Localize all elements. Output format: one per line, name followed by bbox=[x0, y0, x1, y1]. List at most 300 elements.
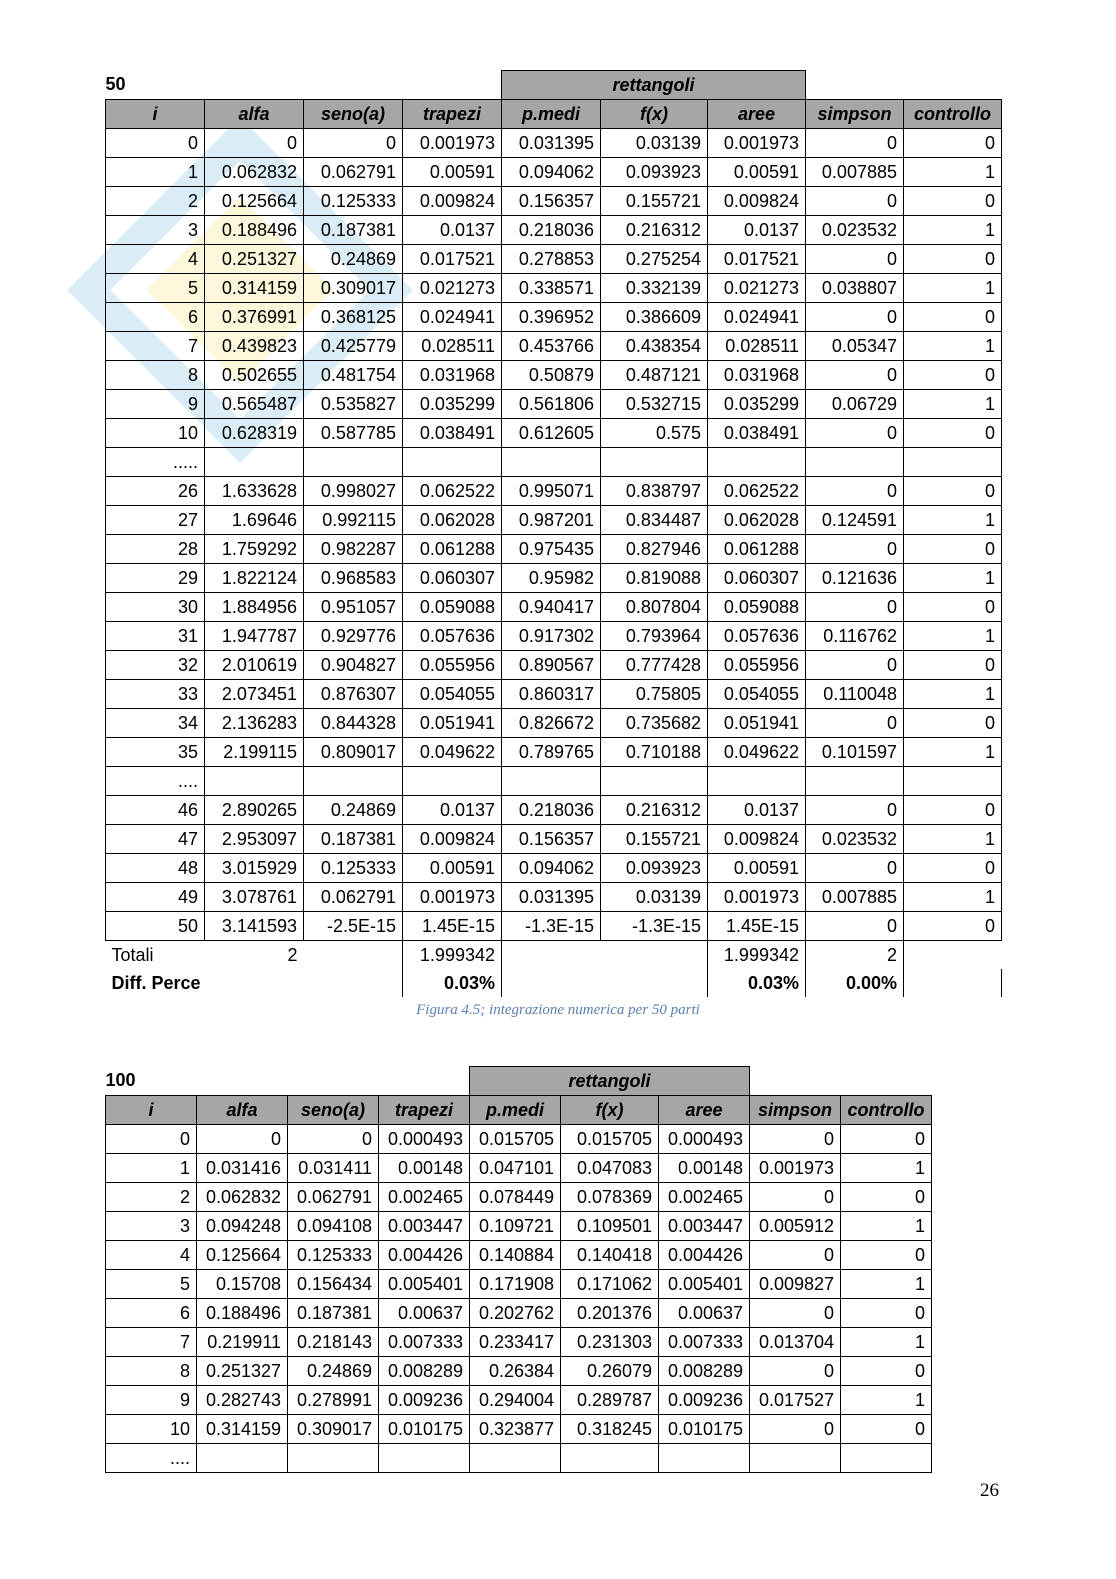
table-cell: 0.000493 bbox=[659, 1125, 750, 1154]
table-cell: 0 bbox=[806, 709, 904, 738]
parts-count: 50 bbox=[105, 74, 126, 95]
table-cell: 0 bbox=[904, 651, 1002, 680]
table-cell: 0 bbox=[841, 1125, 932, 1154]
table-cell: 0.015705 bbox=[470, 1125, 561, 1154]
table-cell: 3.078761 bbox=[205, 883, 304, 912]
table-cell: 0.023532 bbox=[806, 216, 904, 245]
table-cell: 0.031968 bbox=[708, 361, 806, 390]
table-cell: 0.124591 bbox=[806, 506, 904, 535]
table-cell: 0.023532 bbox=[806, 825, 904, 854]
table-cell: 6 bbox=[106, 1299, 197, 1328]
table-cell: 0.00591 bbox=[403, 854, 502, 883]
column-header: i bbox=[106, 100, 205, 129]
table-cell: 0.502655 bbox=[205, 361, 304, 390]
page-number: 26 bbox=[980, 1480, 999, 1501]
band-label-rettangoli: rettangoli bbox=[502, 71, 806, 100]
table-cell: 0 bbox=[806, 245, 904, 274]
table-cell: 0.038491 bbox=[708, 419, 806, 448]
table-cell: 1 bbox=[841, 1270, 932, 1299]
table-cell: 0.001973 bbox=[403, 883, 502, 912]
table-cell: 0.0137 bbox=[403, 796, 502, 825]
table-cell: 0.735682 bbox=[601, 709, 708, 738]
table-cell: 1.947787 bbox=[205, 622, 304, 651]
table-cell: 49 bbox=[106, 883, 205, 912]
table-cell: 0.218036 bbox=[502, 796, 601, 825]
table-cell bbox=[205, 767, 304, 796]
table-cell: 0.062791 bbox=[304, 158, 403, 187]
table-cell: 0.26384 bbox=[470, 1357, 561, 1386]
table-cell: 0.278991 bbox=[288, 1386, 379, 1415]
column-header: seno(a) bbox=[288, 1096, 379, 1125]
table-cell: 1 bbox=[841, 1386, 932, 1415]
table-cell: 1 bbox=[904, 738, 1002, 767]
table-cell: 0.093923 bbox=[601, 854, 708, 883]
table-row bbox=[106, 1241, 932, 1270]
table-cell: 0 bbox=[904, 854, 1002, 883]
table-cell: 0.047101 bbox=[470, 1154, 561, 1183]
table-cell: 0.826672 bbox=[502, 709, 601, 738]
table-cell: 0 bbox=[904, 477, 1002, 506]
table-row bbox=[106, 361, 1002, 390]
empty-cell bbox=[750, 1067, 932, 1096]
table-cell: 9 bbox=[106, 1386, 197, 1415]
table-cell: 0.015705 bbox=[561, 1125, 659, 1154]
table-cell: 0.904827 bbox=[304, 651, 403, 680]
table-cell: 0.062832 bbox=[205, 158, 304, 187]
table-cell: 0.031411 bbox=[288, 1154, 379, 1183]
table-row bbox=[106, 245, 1002, 274]
diff-label: Diff. Perce bbox=[111, 972, 201, 993]
table-cell: 0.004426 bbox=[659, 1241, 750, 1270]
table-cell: 35 bbox=[106, 738, 205, 767]
table-cell: 0.314159 bbox=[205, 274, 304, 303]
table-cell: 0.109501 bbox=[561, 1212, 659, 1241]
table-cell: 0.057636 bbox=[403, 622, 502, 651]
table-cell: 0.233417 bbox=[470, 1328, 561, 1357]
table-cell: 0.561806 bbox=[502, 390, 601, 419]
column-header-row bbox=[106, 1096, 932, 1125]
table-cell: 0.057636 bbox=[708, 622, 806, 651]
table-cell bbox=[304, 767, 403, 796]
table-cell: 0.109721 bbox=[470, 1212, 561, 1241]
table-cell: 0.031416 bbox=[197, 1154, 288, 1183]
table-cell: 0.219911 bbox=[197, 1328, 288, 1357]
column-header: simpson bbox=[750, 1096, 841, 1125]
table-cell: 0 bbox=[806, 129, 904, 158]
table-cell: 7 bbox=[106, 1328, 197, 1357]
totals-trapezi: 1.999342 bbox=[403, 941, 502, 970]
table-cell: 0 bbox=[750, 1183, 841, 1212]
table-cell: 0.101597 bbox=[806, 738, 904, 767]
table-cell: 0 bbox=[806, 477, 904, 506]
table-row bbox=[106, 651, 1002, 680]
table-cell: 1.759292 bbox=[205, 535, 304, 564]
table-cell: 0.216312 bbox=[601, 796, 708, 825]
table-cell: 0.001973 bbox=[708, 883, 806, 912]
table-cell: 0.005401 bbox=[659, 1270, 750, 1299]
table-cell: 10 bbox=[106, 1415, 197, 1444]
table-cell: 0.140418 bbox=[561, 1241, 659, 1270]
table-cell bbox=[750, 1444, 841, 1473]
table-cell: 0.140884 bbox=[470, 1241, 561, 1270]
table-cell: 0 bbox=[750, 1357, 841, 1386]
empty-cell bbox=[304, 71, 502, 100]
percent-diff-row bbox=[106, 969, 1002, 997]
table-cell: 0.201376 bbox=[561, 1299, 659, 1328]
table-cell bbox=[708, 767, 806, 796]
table-cell: 0.009824 bbox=[708, 825, 806, 854]
table-cell: 7 bbox=[106, 332, 205, 361]
table-cell: 0.009824 bbox=[403, 187, 502, 216]
table-cell: 0.121636 bbox=[806, 564, 904, 593]
table-cell: 0.00637 bbox=[659, 1299, 750, 1328]
table-cell: 1.633628 bbox=[205, 477, 304, 506]
table-cell: 0.323877 bbox=[470, 1415, 561, 1444]
table-cell: 32 bbox=[106, 651, 205, 680]
column-header: f(x) bbox=[601, 100, 708, 129]
table-cell: 34 bbox=[106, 709, 205, 738]
table-cell: 0.013704 bbox=[750, 1328, 841, 1357]
table-cell: 0.010175 bbox=[379, 1415, 470, 1444]
table-row bbox=[106, 1357, 932, 1386]
table-cell: 0.054055 bbox=[708, 680, 806, 709]
table-row bbox=[106, 1154, 932, 1183]
table-cell: 0 bbox=[841, 1241, 932, 1270]
table-cell: 0.062522 bbox=[708, 477, 806, 506]
table-row bbox=[106, 390, 1002, 419]
table-cell bbox=[708, 448, 806, 477]
table-cell: 0.216312 bbox=[601, 216, 708, 245]
table-row bbox=[106, 274, 1002, 303]
table-cell: 0.439823 bbox=[205, 332, 304, 361]
table-cell: 3 bbox=[106, 216, 205, 245]
table-cell bbox=[403, 448, 502, 477]
table-cell: 0 bbox=[904, 912, 1002, 941]
table-cell: 0.001973 bbox=[403, 129, 502, 158]
table-cell: 5 bbox=[106, 1270, 197, 1299]
table-row bbox=[106, 535, 1002, 564]
table-cell: 0.031395 bbox=[502, 129, 601, 158]
table-cell: 0.951057 bbox=[304, 593, 403, 622]
table-cell: 0.061288 bbox=[403, 535, 502, 564]
table-cell: 0.187381 bbox=[304, 216, 403, 245]
table-cell: 0.218036 bbox=[502, 216, 601, 245]
table-cell: 0.024941 bbox=[403, 303, 502, 332]
table-cell: 0.007333 bbox=[659, 1328, 750, 1357]
table-cell: 1 bbox=[106, 1154, 197, 1183]
table-cell: 0.940417 bbox=[502, 593, 601, 622]
table-cell: 0.332139 bbox=[601, 274, 708, 303]
table-cell: 4 bbox=[106, 1241, 197, 1270]
table-cell: 0.005912 bbox=[750, 1212, 841, 1241]
table-cell: 0.002465 bbox=[659, 1183, 750, 1212]
table-cell: 0.038807 bbox=[806, 274, 904, 303]
table-cell: 0 bbox=[304, 129, 403, 158]
table-cell: 0 bbox=[106, 129, 205, 158]
table-cell: 0.059088 bbox=[403, 593, 502, 622]
table-cell: 0.612605 bbox=[502, 419, 601, 448]
table-cell: 0.035299 bbox=[708, 390, 806, 419]
table-cell bbox=[806, 767, 904, 796]
table-cell: 0.028511 bbox=[708, 332, 806, 361]
table-row bbox=[106, 709, 1002, 738]
table-cell: 0 bbox=[904, 593, 1002, 622]
table-cell: 0.777428 bbox=[601, 651, 708, 680]
table-cell: 0.844328 bbox=[304, 709, 403, 738]
table-cell: 0.116762 bbox=[806, 622, 904, 651]
column-header: alfa bbox=[205, 100, 304, 129]
column-header: controllo bbox=[841, 1096, 932, 1125]
table-cell: 0 bbox=[806, 187, 904, 216]
table-cell: 0.060307 bbox=[708, 564, 806, 593]
table-row bbox=[106, 1386, 932, 1415]
table-cell: 0 bbox=[806, 651, 904, 680]
table-cell: 0.24869 bbox=[288, 1357, 379, 1386]
table-cell: 1 bbox=[904, 825, 1002, 854]
table-cell: 0.188496 bbox=[197, 1299, 288, 1328]
table-cell: 1 bbox=[904, 216, 1002, 245]
table-cell: -2.5E-15 bbox=[304, 912, 403, 941]
table-cell: 0.049622 bbox=[403, 738, 502, 767]
table-cell: 0 bbox=[106, 1125, 197, 1154]
table-cell bbox=[502, 767, 601, 796]
table-cell: 0 bbox=[806, 303, 904, 332]
table-cell: 0.009236 bbox=[659, 1386, 750, 1415]
table-cell: 50 bbox=[106, 912, 205, 941]
table-cell: 0.00637 bbox=[379, 1299, 470, 1328]
table-cell: .... bbox=[106, 1444, 197, 1473]
table-cell: 1 bbox=[904, 332, 1002, 361]
table-cell bbox=[205, 448, 304, 477]
table-row bbox=[106, 303, 1002, 332]
table-row bbox=[106, 1212, 932, 1241]
empty-cell bbox=[288, 1067, 470, 1096]
table-cell: 0.125664 bbox=[205, 187, 304, 216]
table-cell: 0.094062 bbox=[502, 158, 601, 187]
table-cell: 1 bbox=[841, 1212, 932, 1241]
table-cell: 0.00591 bbox=[403, 158, 502, 187]
table-cell: 0.156357 bbox=[502, 187, 601, 216]
table-cell: 0.062522 bbox=[403, 477, 502, 506]
table-cell: 0.094248 bbox=[197, 1212, 288, 1241]
table-cell: 27 bbox=[106, 506, 205, 535]
table-cell: 0.995071 bbox=[502, 477, 601, 506]
table-cell: 2.010619 bbox=[205, 651, 304, 680]
table-cell: 0.125333 bbox=[288, 1241, 379, 1270]
table-cell: 0 bbox=[904, 535, 1002, 564]
table-cell: 0.05347 bbox=[806, 332, 904, 361]
table-cell: 8 bbox=[106, 1357, 197, 1386]
table-cell: 0.021273 bbox=[403, 274, 502, 303]
table-cell: 0.793964 bbox=[601, 622, 708, 651]
table-row bbox=[106, 1415, 932, 1444]
table-cell: 0.487121 bbox=[601, 361, 708, 390]
table-cell: 0.024941 bbox=[708, 303, 806, 332]
table-cell bbox=[403, 767, 502, 796]
table-cell: 0.028511 bbox=[403, 332, 502, 361]
table-cell: 0.710188 bbox=[601, 738, 708, 767]
table-cell: 0.26079 bbox=[561, 1357, 659, 1386]
table-cell: 0.318245 bbox=[561, 1415, 659, 1444]
table-cell: 0 bbox=[841, 1357, 932, 1386]
table-row bbox=[106, 593, 1002, 622]
empty-cell bbox=[904, 969, 1002, 997]
table-cell: 0.055956 bbox=[708, 651, 806, 680]
table-cell: 1 bbox=[904, 564, 1002, 593]
table-cell bbox=[601, 767, 708, 796]
empty-cell bbox=[904, 941, 1002, 970]
table-cell bbox=[288, 1444, 379, 1473]
table-cell: 0.0137 bbox=[708, 216, 806, 245]
table-cell: 1.45E-15 bbox=[708, 912, 806, 941]
table-cell: 0.001973 bbox=[750, 1154, 841, 1183]
totals-aree: 1.999342 bbox=[708, 941, 806, 970]
table-row bbox=[106, 738, 1002, 767]
table-cell: 0.838797 bbox=[601, 477, 708, 506]
table-cell: 0.809017 bbox=[304, 738, 403, 767]
table-cell: 5 bbox=[106, 274, 205, 303]
table-cell: 0.062028 bbox=[403, 506, 502, 535]
table-cell: 1 bbox=[841, 1328, 932, 1357]
table-cell: 1 bbox=[904, 680, 1002, 709]
table-cell: 0.187381 bbox=[288, 1299, 379, 1328]
table-cell: 0.094108 bbox=[288, 1212, 379, 1241]
table-cell: 28 bbox=[106, 535, 205, 564]
table-cell: 0.005401 bbox=[379, 1270, 470, 1299]
table-row bbox=[106, 622, 1002, 651]
table-row bbox=[106, 564, 1002, 593]
table-cell: 26 bbox=[106, 477, 205, 506]
table-cell: 0.827946 bbox=[601, 535, 708, 564]
table-cell: 0.982287 bbox=[304, 535, 403, 564]
table-row bbox=[106, 158, 1002, 187]
table-cell: 0.031968 bbox=[403, 361, 502, 390]
table-cell: 0.047083 bbox=[561, 1154, 659, 1183]
table-cell: 0.009824 bbox=[403, 825, 502, 854]
table-cell: 0.003447 bbox=[659, 1212, 750, 1241]
table-cell: 0.078449 bbox=[470, 1183, 561, 1212]
table-cell: 0.368125 bbox=[304, 303, 403, 332]
table-cell: 0.314159 bbox=[197, 1415, 288, 1444]
table-cell: 0.062028 bbox=[708, 506, 806, 535]
table-cell: 47 bbox=[106, 825, 205, 854]
table-cell: 0.968583 bbox=[304, 564, 403, 593]
table-cell: 0 bbox=[904, 361, 1002, 390]
empty-cell bbox=[502, 941, 601, 970]
table-cell: 0.0137 bbox=[708, 796, 806, 825]
table-cell: 2 bbox=[106, 187, 205, 216]
column-header: aree bbox=[708, 100, 806, 129]
table-cell: 0.00591 bbox=[708, 854, 806, 883]
totals-alfa: 2 bbox=[287, 944, 298, 965]
table-row bbox=[106, 796, 1002, 825]
table-cell: 0 bbox=[750, 1125, 841, 1154]
table-cell bbox=[806, 448, 904, 477]
table-cell: 0 bbox=[806, 419, 904, 448]
table-row bbox=[106, 1328, 932, 1357]
table-cell: 0 bbox=[841, 1415, 932, 1444]
table-cell: 0.155721 bbox=[601, 825, 708, 854]
column-header: p.medi bbox=[502, 100, 601, 129]
table-cell: 6 bbox=[106, 303, 205, 332]
table-cell: 0.998027 bbox=[304, 477, 403, 506]
table-cell: 0.061288 bbox=[708, 535, 806, 564]
table-cell: 0.202762 bbox=[470, 1299, 561, 1328]
table-cell: 0.078369 bbox=[561, 1183, 659, 1212]
table-cell: 1 bbox=[904, 506, 1002, 535]
diff-simpson: 0.00% bbox=[806, 969, 904, 997]
table-row bbox=[106, 448, 1002, 477]
table-cell: 0.060307 bbox=[403, 564, 502, 593]
table-cell: 46 bbox=[106, 796, 205, 825]
table-cell: 0.575 bbox=[601, 419, 708, 448]
table-cell: 48 bbox=[106, 854, 205, 883]
table-cell: 0.171062 bbox=[561, 1270, 659, 1299]
table-cell bbox=[659, 1444, 750, 1473]
table-cell: 33 bbox=[106, 680, 205, 709]
table-cell: 0.24869 bbox=[304, 245, 403, 274]
table-cell: 30 bbox=[106, 593, 205, 622]
table-cell: 29 bbox=[106, 564, 205, 593]
table-cell bbox=[379, 1444, 470, 1473]
table-cell: 0.038491 bbox=[403, 419, 502, 448]
table-cell: 0.876307 bbox=[304, 680, 403, 709]
table-cell: 3.141593 bbox=[205, 912, 304, 941]
table-cell: 0.75805 bbox=[601, 680, 708, 709]
table-cell: 0.00148 bbox=[659, 1154, 750, 1183]
table-cell: 0.251327 bbox=[197, 1357, 288, 1386]
table-cell bbox=[601, 448, 708, 477]
column-header-row bbox=[106, 100, 1002, 129]
table-cell: 0.051941 bbox=[403, 709, 502, 738]
table-cell: 2.199115 bbox=[205, 738, 304, 767]
table-cell: 0.565487 bbox=[205, 390, 304, 419]
table-cell: 0.125333 bbox=[304, 854, 403, 883]
table-cell: 0.860317 bbox=[502, 680, 601, 709]
table-row bbox=[106, 767, 1002, 796]
table-cell: 0.992115 bbox=[304, 506, 403, 535]
table-cell: 1 bbox=[904, 883, 1002, 912]
table-cell: 0 bbox=[205, 129, 304, 158]
table-cell: 0.309017 bbox=[304, 274, 403, 303]
table-cell: 1.45E-15 bbox=[403, 912, 502, 941]
table-cell: 0.110048 bbox=[806, 680, 904, 709]
table-cell: 0.00148 bbox=[379, 1154, 470, 1183]
table-cell: 0.035299 bbox=[403, 390, 502, 419]
table-cell: 0.049622 bbox=[708, 738, 806, 767]
table-row bbox=[106, 419, 1002, 448]
table-cell: 0.338571 bbox=[502, 274, 601, 303]
table-cell: 0.002465 bbox=[379, 1183, 470, 1212]
band-label-rettangoli: rettangoli bbox=[470, 1067, 750, 1096]
totals-label: Totali bbox=[111, 944, 154, 965]
table-cell: 0 bbox=[750, 1241, 841, 1270]
table-cell: 4 bbox=[106, 245, 205, 274]
table-cell bbox=[502, 448, 601, 477]
table-cell: 0.062832 bbox=[197, 1183, 288, 1212]
table-cell: 0.171908 bbox=[470, 1270, 561, 1299]
table-cell: 0 bbox=[806, 796, 904, 825]
table-cell: 1 bbox=[904, 158, 1002, 187]
table-cell: 10 bbox=[106, 419, 205, 448]
table-cell: 0.425779 bbox=[304, 332, 403, 361]
table-cell: 0.017521 bbox=[708, 245, 806, 274]
table-cell: -1.3E-15 bbox=[601, 912, 708, 941]
table-row bbox=[106, 477, 1002, 506]
column-header: trapezi bbox=[403, 100, 502, 129]
column-header: p.medi bbox=[470, 1096, 561, 1125]
table-cell: 0.054055 bbox=[403, 680, 502, 709]
